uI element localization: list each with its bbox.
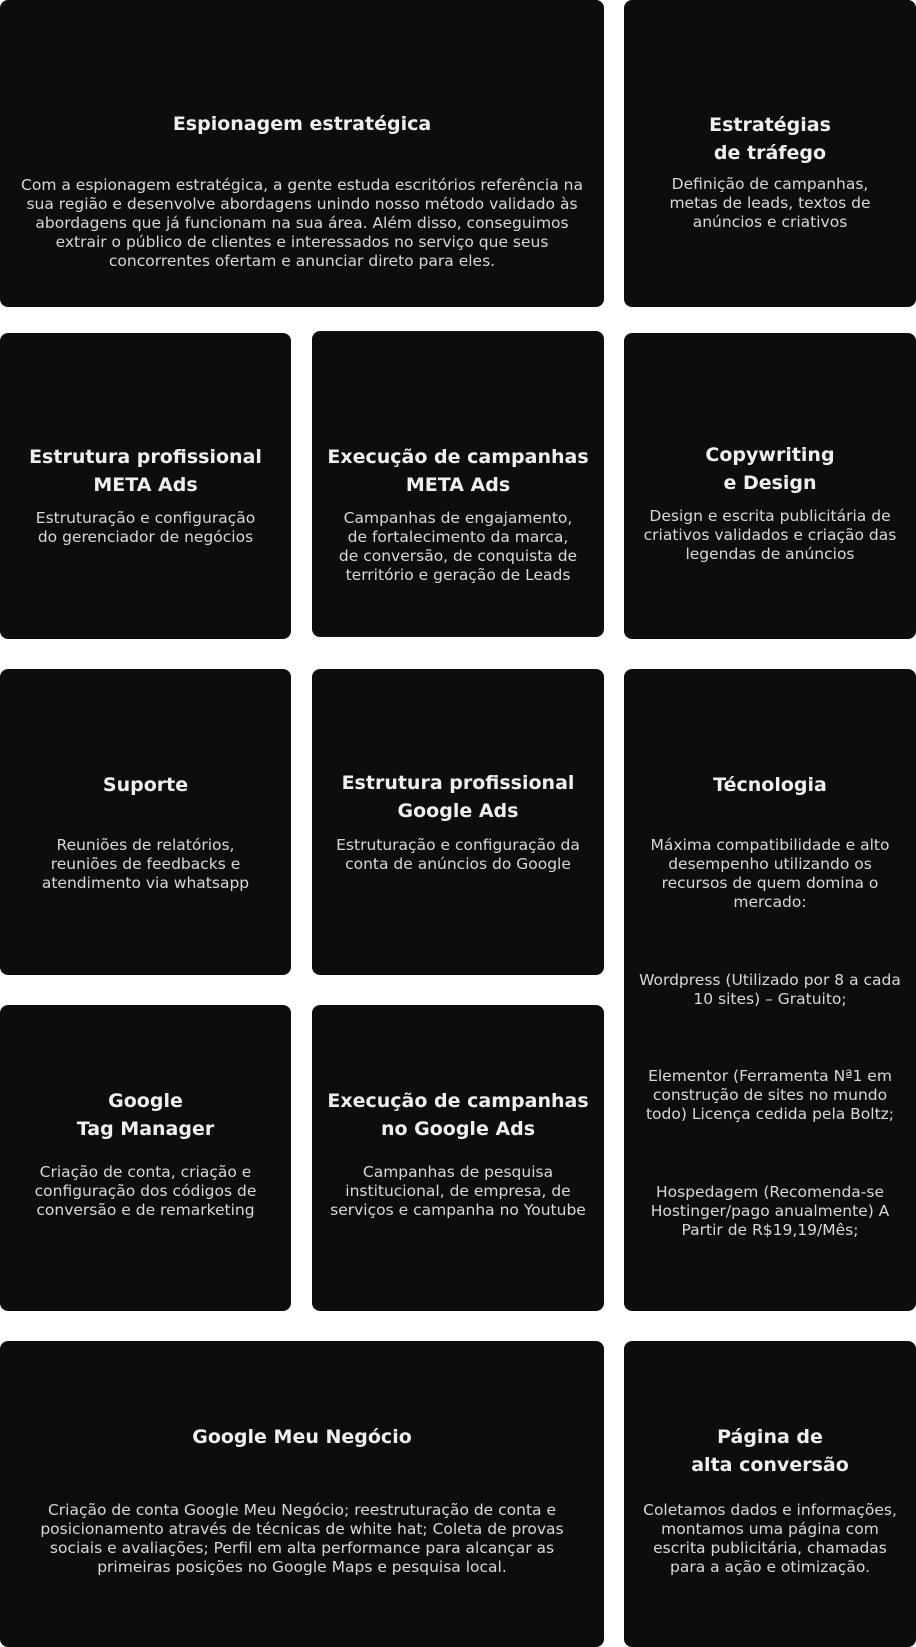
card-google-tag-manager	[0, 1005, 291, 1311]
card-google-meu-negocio	[0, 1341, 604, 1647]
card-execucao-campanhas-meta-ads	[312, 331, 604, 637]
card-description: Estruturação e configuração do gerenciador de negócios	[35, 509, 256, 546]
card-execucao-campanhas-google-ads	[312, 1005, 604, 1311]
tech-item-wordpress: Wordpress (Utilizado por 8 a cada 10 sites) – Gratuito;	[639, 971, 901, 1008]
card-description: Com a espionagem estratégica, a gente estuda escritórios referência na sua região e desenvolve abordagens unindo nosso método validado às abordagens que já funcionam na sua área. Além disso, conseguimos extrair o público de clientes e interessados no serviço que seus concorrentes ofertam e anunciar direto para eles.	[21, 176, 583, 270]
card-tecnologia	[624, 669, 916, 1311]
card-description: Design e escrita publicitária de criativos validados e criação das legendas de anúncios	[643, 507, 897, 563]
card-description: Máxima compatibilidade e alto desempenho utilizando os recursos de quem domina o mercado:	[650, 836, 890, 911]
card-copywriting-e-design	[624, 333, 916, 639]
card-title: Google Meu Negócio	[192, 1426, 412, 1448]
card-description: Definição de campanhas, metas de leads, textos de anúncios e criativos	[669, 175, 871, 231]
card-description: Reuniões de relatórios, reuniões de feedbacks e atendimento via whatsapp	[41, 836, 250, 892]
card-title: Página de alta conversão	[691, 1426, 849, 1476]
card-title: Estratégias de tráfego	[709, 114, 831, 164]
card-suporte	[0, 669, 291, 975]
card-title: Estrutura profissional Google Ads	[341, 772, 575, 822]
card-title: Espionagem estratégica	[172, 113, 432, 135]
tech-item-hospedagem: Hospedagem (Recomenda-se Hostinger/pago anualmente) A Partir de R$19,19/Mês;	[650, 1183, 890, 1239]
card-title: Execução de campanhas no Google Ads	[327, 1090, 589, 1140]
card-espionagem-estrategica	[0, 0, 604, 307]
card-description: Criação de conta, criação e configuração dos códigos de conversão e de remarketing	[34, 1163, 257, 1219]
card-title: Suporte	[102, 774, 189, 796]
card-description: Campanhas de engajamento, de fortalecimento da marca, de conversão, de conquista de território e geração de Leads	[338, 509, 578, 584]
card-description: Estruturação e configuração da conta de anúncios do Google	[336, 836, 580, 873]
tech-item-elementor: Elementor (Ferramenta Nª1 em construção de sites no mundo todo) Licença cedida pela Boltz;	[645, 1067, 895, 1123]
card-estrategias-de-trafego	[624, 0, 916, 307]
card-description: Criação de conta Google Meu Negócio; reestruturação de conta e posicionamento através de técnicas de white hat; Coleta de provas sociais e avaliações; Perfil em alta performance para alcançar as primeiras posições no Google Maps e pesquisa local.	[40, 1501, 564, 1576]
card-title: Copywriting e Design	[705, 444, 835, 494]
card-title: Google Tag Manager	[76, 1090, 215, 1140]
card-title: Execução de campanhas META Ads	[327, 446, 589, 496]
card-description: Campanhas de pesquisa institucional, de empresa, de serviços e campanha no Youtube	[330, 1163, 586, 1219]
card-estrutura-profissional-meta-ads	[0, 333, 291, 639]
card-title: Estrutura profissional META Ads	[29, 446, 262, 496]
card-title: Técnologia	[713, 774, 827, 796]
card-description: Coletamos dados e informações, montamos uma página com escrita publicitária, chamadas para a ação e otimização.	[643, 1501, 897, 1576]
card-estrutura-profissional-google-ads	[312, 669, 604, 975]
card-pagina-alta-conversao	[624, 1341, 916, 1647]
